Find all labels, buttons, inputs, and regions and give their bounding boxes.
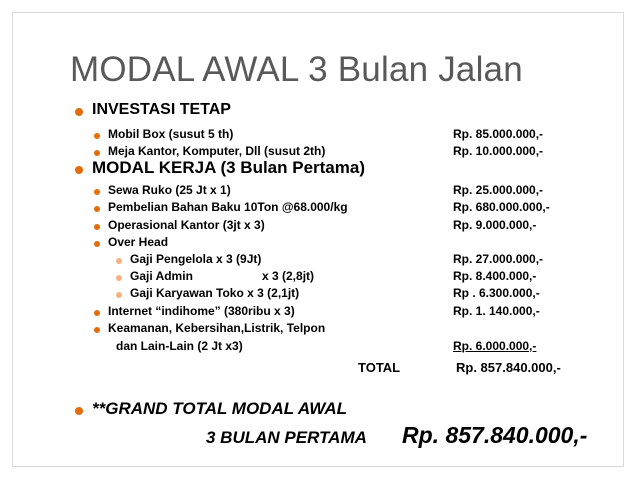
item-label: Pembelian Bahan Baku 10Ton @68.000/kg [108, 200, 348, 214]
slide-title: MODAL AWAL 3 Bulan Jalan [70, 50, 523, 89]
item-amount: Rp. 9.000.000,- [453, 218, 537, 232]
bullet-icon [116, 292, 122, 298]
item-label-cont: dan Lain-Lain (2 Jt x3) [116, 339, 243, 353]
bullet-icon [94, 327, 100, 333]
bullet-icon [94, 133, 100, 139]
grand-total-amount: Rp. 857.840.000,- [402, 422, 588, 448]
overhead-label-detail: x 3 (2,8jt) [262, 269, 315, 283]
bullet-icon [94, 206, 100, 212]
item-label: Internet “indihome” (380ribu x 3) [108, 304, 295, 318]
overhead-amount: Rp. 8.400.000,- [453, 269, 537, 283]
item-label: Sewa Ruko (25 Jt x 1) [108, 183, 231, 197]
bullet-icon [116, 275, 122, 281]
bullet-icon [94, 150, 100, 156]
item-label: Over Head [108, 235, 169, 249]
total-label: TOTAL [358, 360, 401, 375]
bullet-icon [75, 166, 83, 174]
bullet-icon [116, 258, 122, 264]
grand-total-line2: 3 BULAN PERTAMA [206, 428, 367, 447]
overhead-label: Gaji Admin [130, 269, 193, 283]
bullet-icon [94, 310, 100, 316]
item-label: Operasional Kantor (3jt x 3) [108, 218, 265, 232]
grand-total-line1: **GRAND TOTAL MODAL AWAL [92, 399, 347, 418]
item-amount: Rp. 25.000.000,- [453, 183, 544, 197]
heading-investasi: INVESTASI TETAP [92, 101, 231, 118]
item-label: Meja Kantor, Komputer, Dll (susut 2th) [108, 144, 326, 158]
overhead-amount: Rp . 6.300.000,- [453, 286, 540, 300]
item-amount: Rp. 10.000.000,- [453, 144, 544, 158]
overhead-label: Gaji Pengelola x 3 (9Jt) [130, 252, 262, 266]
bullet-icon [94, 189, 100, 195]
item-amount: Rp. 1. 140.000,- [453, 304, 540, 318]
bullet-icon [94, 224, 100, 230]
item-amount: Rp. 680.000.000,- [453, 200, 550, 214]
bullet-icon [75, 407, 83, 415]
item-label: Mobil Box (susut 5 th) [108, 127, 234, 141]
bullet-icon [94, 241, 100, 247]
bullet-icon [75, 108, 83, 116]
item-label: Keamanan, Kebersihan,Listrik, Telpon [108, 321, 326, 335]
heading-modal-kerja: MODAL KERJA (3 Bulan Pertama) [92, 158, 365, 177]
overhead-amount: Rp. 27.000.000,- [453, 252, 544, 266]
total-amount: Rp. 857.840.000,- [456, 360, 561, 375]
item-amount: Rp. 6.000.000,- [453, 339, 537, 353]
overhead-label: Gaji Karyawan Toko x 3 (2,1jt) [130, 286, 300, 300]
item-amount: Rp. 85.000.000,- [453, 127, 544, 141]
